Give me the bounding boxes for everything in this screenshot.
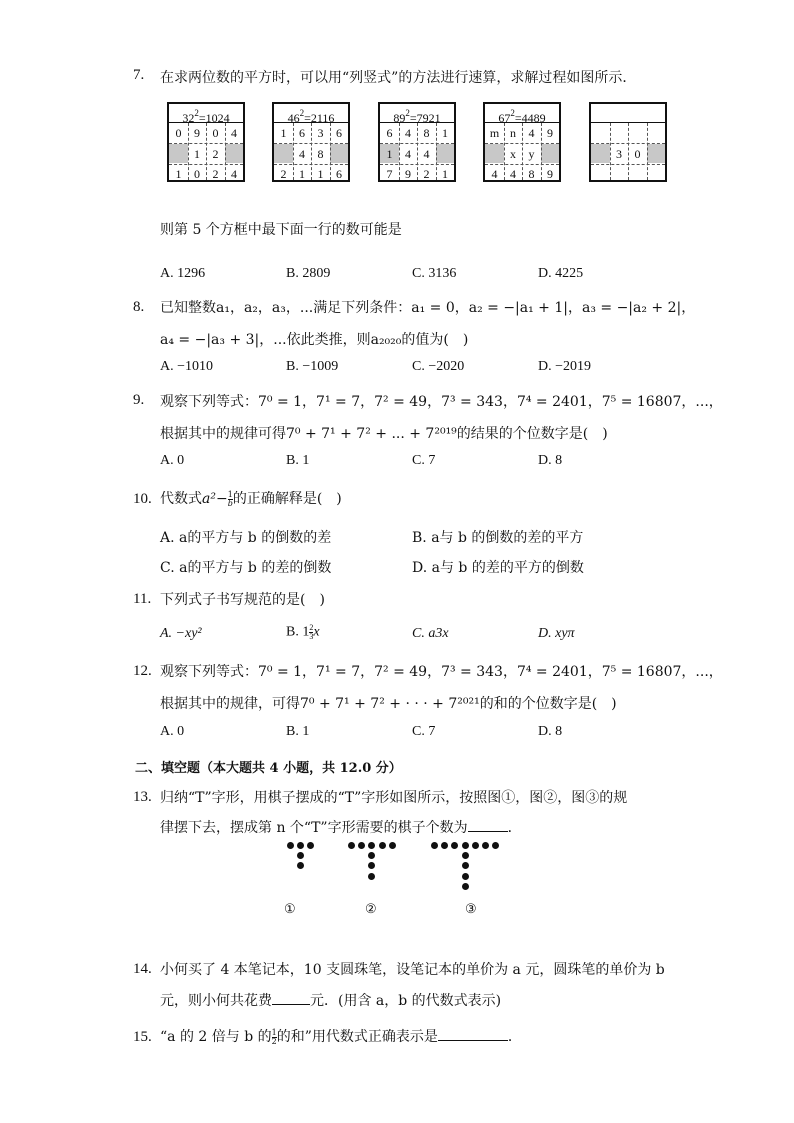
t-figure-2-piece: [348, 842, 355, 849]
q7-box-cell: 6: [299, 126, 305, 140]
q7-box-cell: 8: [423, 126, 430, 140]
q7-box-cell: [591, 164, 610, 184]
q7-box-cell: 1: [442, 167, 448, 181]
q10-number: 10.: [133, 491, 152, 507]
q11-option-b[interactable]: [286, 624, 320, 641]
t-figure-2-piece: [368, 862, 375, 869]
q12-option-a[interactable]: A. 0: [160, 724, 185, 739]
q7-box-cell: 0: [194, 167, 200, 181]
q7-box-cell: 4: [231, 126, 237, 140]
q10-option-a[interactable]: A. a的平方与 b 的倒数的差: [160, 530, 332, 546]
q7-box-cell: 1: [280, 126, 287, 140]
q7-box-cell: [610, 164, 629, 184]
q7-box-divider: [188, 123, 189, 180]
q13-label-3: ③: [465, 902, 477, 917]
q7-box-header: [485, 104, 559, 123]
q7-box-cell: 4: [510, 167, 516, 181]
q7-box-exponent: 2: [194, 108, 199, 118]
q13-answer-blank[interactable]: [468, 831, 508, 832]
q15-number: 15.: [133, 1029, 152, 1045]
q12-option-b[interactable]: B. 1: [286, 724, 310, 739]
t-figure-2-piece: [379, 842, 386, 849]
q7-box-header: [274, 104, 348, 123]
q7-box-cell: 4: [231, 167, 237, 181]
t-figure-1-piece: [307, 842, 314, 849]
q7-box-cell: 2: [423, 167, 430, 181]
q12-line2: 根据其中的规律，可得7⁰ + 7¹ + 7² + · · · + 7²⁰²¹的和的个位数字是( ): [160, 696, 617, 712]
q7-box-cell: 9: [405, 167, 411, 181]
q15-text: [160, 1026, 522, 1046]
t-figure-3-piece: [462, 852, 469, 859]
q14-line2-post: 元．(用含 a，b 的代数式表示): [310, 993, 502, 1009]
q13-label-2: ②: [365, 902, 377, 917]
q9-option-b[interactable]: B. 1: [286, 453, 310, 468]
q7-box-cell: 1: [299, 167, 305, 181]
q12-option-c[interactable]: C. 7: [412, 724, 436, 739]
q7-box-cell: [225, 144, 244, 164]
q15-frac-den: 2: [271, 1036, 277, 1046]
q7-box-divider: [206, 123, 207, 180]
q12-number: 12.: [133, 663, 152, 679]
q11-option-d[interactable]: D. xyπ: [538, 626, 575, 641]
q7-box-cell: [647, 164, 666, 184]
q9-line1: 观察下列等式：7⁰ = 1，7¹ = 7，7² = 49，7³ = 343，7⁴ = 2401，7⁵ = 16807，...，: [160, 394, 723, 410]
q11-text: 下列式子书写规范的是( ): [160, 592, 325, 608]
q10-option-b[interactable]: B. a与 b 的倒数的差的平方: [412, 530, 584, 546]
q7-box-divider: [330, 123, 331, 180]
q7-box-exponent: 2: [299, 108, 305, 118]
q7-box-base: 46: [287, 111, 300, 125]
q7-box-cell: 4: [528, 126, 535, 140]
q7-box-2: [272, 102, 350, 182]
q7-box-divider: [504, 123, 505, 180]
t-figure-3-piece: [451, 842, 458, 849]
q7-box-cell: [591, 123, 610, 143]
q7-box-divider: [417, 123, 418, 180]
q10-frac-num: 1: [227, 489, 233, 499]
q12-option-d[interactable]: D. 8: [538, 724, 563, 739]
q8-option-c[interactable]: C. −2020: [412, 359, 465, 374]
q10-text-pre: 代数式: [160, 491, 202, 507]
q7-box-cell: 4: [405, 126, 411, 140]
q8-line2: a₄ = −|a₃ + 3|，...依此类推，则a₂₀₂₀的值为( ): [160, 332, 469, 348]
t-figure-3-piece: [462, 862, 469, 869]
q7-box-divider: [647, 123, 648, 180]
q7-box-cell: m: [489, 126, 500, 140]
q7-box-divider: [610, 123, 611, 180]
q13-line2-text: 律摆下去，摆成第 n 个“T”字形需要的棋子个数为: [160, 820, 468, 836]
q13-number: 13.: [133, 789, 152, 805]
q7-box-cell: n: [510, 126, 516, 140]
t-figure-3-piece: [431, 842, 438, 849]
t-figure-2-piece: [368, 852, 375, 859]
q7-box-cell: 4: [299, 147, 305, 161]
q10-expression: a²−: [202, 491, 228, 507]
q9-option-c[interactable]: C. 7: [412, 453, 436, 468]
t-figure-1-piece: [297, 852, 304, 859]
q11-optb-pre: B. 1: [286, 624, 310, 640]
q7-option-a[interactable]: A. 1296: [160, 266, 206, 281]
q7-box-divider: [399, 123, 400, 180]
q7-option-b[interactable]: B. 2809: [286, 266, 331, 281]
q7-box-cell: 2: [280, 167, 287, 181]
q7-box-cell: 6: [336, 167, 342, 181]
q7-subquestion: 则第 5 个方框中最下面一行的数可能是: [160, 222, 402, 238]
q7-box-1: [167, 102, 245, 182]
q7-box-cell: [591, 144, 610, 164]
q7-box-cell: 9: [194, 126, 200, 140]
q7-box-cell: 8: [317, 147, 324, 161]
q7-box-cell: [330, 144, 349, 164]
t-figure-2-piece: [368, 873, 375, 880]
q7-box-cell: [274, 144, 293, 164]
q11-optb-frac-den: 3: [309, 632, 314, 641]
q7-box-cell: 1: [442, 126, 448, 140]
q10-frac-den: b: [227, 498, 233, 508]
q7-box-cell: x: [510, 147, 516, 161]
t-figure-3-piece: [472, 842, 479, 849]
q11-option-a[interactable]: A. −xy²: [160, 626, 202, 641]
q13-line2-end: ．: [507, 820, 522, 836]
q7-box-result: =2116: [304, 111, 335, 125]
q11-optb-frac-num: 2: [309, 623, 314, 632]
q10-text-post: 的正确解释是( ): [232, 491, 342, 507]
q12-line1: 观察下列等式：7⁰ = 1，7¹ = 7，7² = 49，7³ = 343，7⁴ = 2401，7⁵ = 16807，...，: [160, 664, 723, 680]
q7-box-header: [380, 104, 454, 123]
q7-box-cell: 0: [212, 126, 219, 140]
q7-box-cell: 4: [423, 147, 430, 161]
q7-box-cell: y: [528, 147, 535, 161]
q7-box-base: 67: [498, 111, 511, 125]
q7-box-cell: 4: [405, 147, 411, 161]
q7-box-cell: 0: [634, 147, 641, 161]
q14-line2-pre: 元，则小何共花费: [160, 993, 272, 1009]
t-figure-2-piece: [368, 842, 375, 849]
q7-option-d[interactable]: D. 4225: [538, 266, 584, 281]
q8-line1: 已知整数a₁，a₂，a₃，...满足下列条件：a₁ = 0，a₂ = −|a₁ + 1|，a₃ = −|a₂ + 2|，: [160, 300, 696, 316]
q7-box-cell: 8: [528, 167, 535, 181]
q7-box-divider: [541, 123, 542, 180]
q7-box-4: [483, 102, 561, 182]
q7-box-cell: [647, 144, 666, 164]
q8-option-d[interactable]: D. −2019: [538, 359, 592, 374]
t-figure-1-piece: [297, 862, 304, 869]
q7-box-cell: 0: [175, 126, 182, 140]
q10-option-c[interactable]: C. a的平方与 b 的差的倒数: [160, 560, 332, 576]
q8-number: 8.: [133, 299, 145, 315]
q10-text: [160, 488, 342, 508]
q7-box-cell: 9: [547, 126, 553, 140]
q11-option-c[interactable]: C. a3x: [412, 626, 449, 641]
section-heading: 二、填空题（本大题共 4 小题，共 12.0 分）: [135, 761, 402, 776]
q7-box-cell: 9: [547, 167, 553, 181]
t-figure-1-piece: [287, 842, 294, 849]
q13-line1: 归纳“T”字形，用棋子摆成的“T”字形如图所示，按照图①，图②，图③的规: [160, 790, 628, 806]
q7-box-cell: 2: [212, 167, 219, 181]
q8-option-b[interactable]: B. −1009: [286, 359, 339, 374]
q7-box-cell: [647, 123, 666, 143]
t-figure-3-piece: [462, 883, 469, 890]
q7-box-cell: [541, 144, 560, 164]
q10-option-d[interactable]: D. a与 b 的差的平方的倒数: [412, 560, 584, 576]
t-figure-2-piece: [389, 842, 396, 849]
q7-box-cell: 1: [386, 147, 393, 161]
q7-box-divider: [293, 123, 294, 180]
q7-box-cell: [436, 144, 455, 164]
q7-box-cell: [169, 144, 188, 164]
q7-box-cell: 6: [336, 126, 342, 140]
q7-box-divider: [628, 123, 629, 180]
q7-box-cell: [628, 123, 647, 143]
t-figure-3-piece: [462, 873, 469, 880]
q7-box-result: =4489: [514, 111, 546, 125]
q7-box-base: 89: [393, 111, 406, 125]
q7-box-divider: [436, 123, 437, 180]
q15-answer-blank[interactable]: [438, 1040, 508, 1041]
q13-line2: [160, 817, 522, 837]
q7-box-3: [378, 102, 456, 182]
t-figure-1-piece: [297, 842, 304, 849]
q7-box-result: =1024: [198, 111, 230, 125]
q9-line2: 根据其中的规律可得7⁰ + 7¹ + 7² + ... + 7²⁰¹⁹的结果的个位数字是( ): [160, 426, 608, 442]
q7-box-base: 32: [182, 111, 195, 125]
q7-box-result: =7921: [409, 111, 441, 125]
q7-box-cell: [485, 144, 504, 164]
q14-line1: 小何买了 4 本笔记本，10 支圆珠笔，设笔记本的单价为 a 元，圆珠笔的单价为 b: [160, 962, 665, 978]
q15-text-end: ．: [507, 1029, 522, 1045]
q13-label-1: ①: [284, 902, 296, 917]
q15-text-pre: “a 的 2 倍与 b 的: [160, 1029, 272, 1045]
q7-box-cell: 7: [386, 167, 393, 181]
q7-box-header: [591, 104, 665, 123]
q7-box-exponent: 2: [405, 108, 410, 118]
q7-box-cell: [628, 164, 647, 184]
q8-option-a[interactable]: A. −1010: [160, 359, 214, 374]
q7-text: 在求两位数的平方时，可以用“列竖式”的方法进行速算，求解过程如图所示．: [160, 70, 637, 86]
q7-box-cell: 1: [194, 147, 200, 161]
q15-text-post: 的和”用代数式正确表示是: [276, 1029, 438, 1045]
q7-box-cell: 4: [491, 167, 498, 181]
q7-box-cell: 2: [212, 147, 219, 161]
q7-box-header: [169, 104, 243, 123]
q14-line2: [160, 990, 501, 1010]
t-figure-3-piece: [482, 842, 489, 849]
t-figure-3-piece: [462, 842, 469, 849]
q14-number: 14.: [133, 961, 152, 977]
q7-box-divider: [311, 123, 312, 180]
q11-number: 11.: [133, 591, 152, 607]
t-figure-3-piece: [441, 842, 448, 849]
q7-option-c[interactable]: C. 3136: [412, 266, 457, 281]
q7-number: 7.: [133, 67, 145, 83]
q7-box-cell: 1: [317, 167, 324, 181]
q9-option-a[interactable]: A. 0: [160, 453, 185, 468]
q7-box-cell: [610, 123, 629, 143]
t-figure-2-piece: [358, 842, 365, 849]
q7-box-cell: 3: [317, 126, 324, 140]
q7-box-divider: [225, 123, 226, 180]
q9-number: 9.: [133, 392, 145, 408]
q7-box-cell: 6: [386, 126, 393, 140]
q7-box-exponent: 2: [510, 108, 515, 118]
q15-frac-num: 1: [271, 1027, 277, 1037]
t-figure-3-piece: [492, 842, 499, 849]
q14-answer-blank[interactable]: [272, 1004, 310, 1005]
q11-optb-post: x: [313, 624, 320, 640]
q7-box-divider: [522, 123, 523, 180]
q7-box-cell: 3: [616, 147, 622, 161]
q7-box-5: [589, 102, 667, 182]
q9-option-d[interactable]: D. 8: [538, 453, 563, 468]
q7-box-cell: 1: [175, 167, 182, 181]
